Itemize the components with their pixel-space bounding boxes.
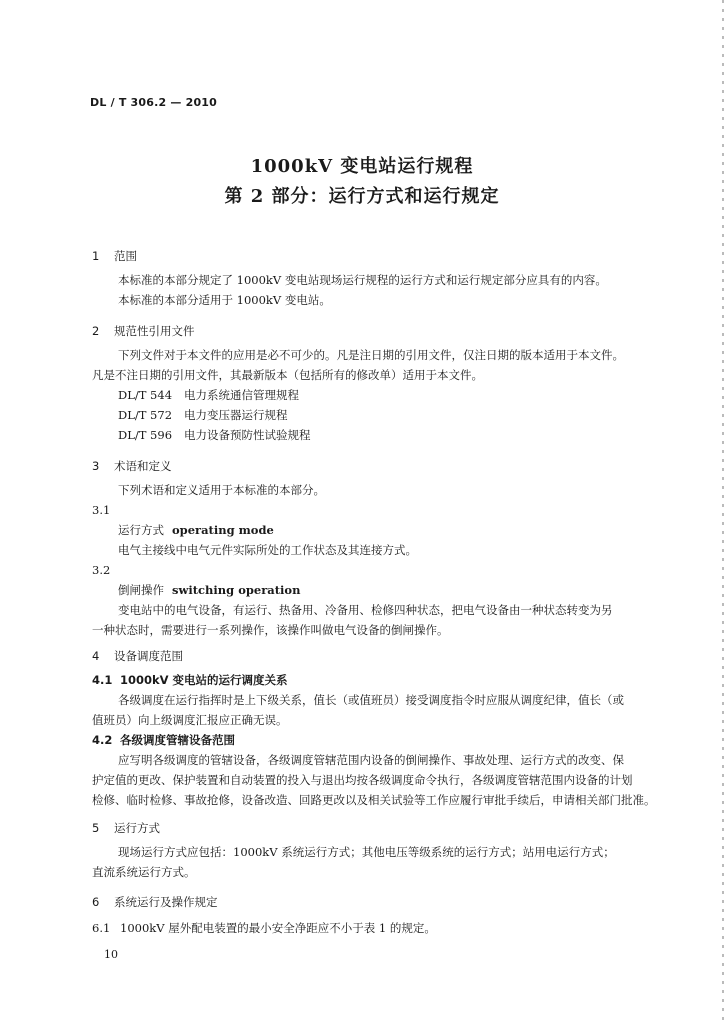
reference-code: DL/T 544 (118, 388, 173, 402)
section-title: 术语和定义 (114, 459, 172, 473)
reference-item (92, 425, 692, 445)
document-subtitle: 第 2 部分：运行方式和运行规定 (224, 186, 500, 207)
standard-code-header: DL / T 306.2 — 2010 (90, 96, 218, 109)
paragraph: 下列术语和定义适用于本标准的本部分。 (118, 483, 325, 497)
subsection-4-2-heading (92, 730, 692, 750)
reference-code: DL/T 596 (118, 428, 173, 442)
section-5-heading (92, 818, 692, 838)
section-5 (92, 818, 692, 882)
section-6 (92, 892, 692, 938)
term-english: operating mode (172, 523, 274, 537)
clause-text: 1000kV 屋外配电装置的最小安全净距应不小于表 1 的规定。 (120, 921, 436, 935)
paragraph-continued: 护定值的更改、保护装置和自动装置的投入与退出均按各级调度命令执行，各级调度管辖范围内设备的计划 (92, 773, 633, 787)
paragraph-continued: 凡是不注日期的引用文件，其最新版本（包括所有的修改单）适用于本文件。 (92, 368, 483, 382)
paragraph: 各级调度在运行指挥时是上下级关系，值长（或值班员）接受调度指令时应服从调度纪律，值长（或 (118, 693, 624, 707)
document-title: 1000kV 变电站运行规程 (250, 156, 474, 177)
paragraph: 本标准的本部分适用于 1000kV 变电站。 (118, 293, 331, 307)
term-definition: 电气主接线中电气元件实际所处的工作状态及其连接方式。 (118, 543, 417, 557)
section-title: 运行方式 (114, 821, 160, 835)
page-number: 10 (104, 948, 118, 961)
section-title: 规范性引用文件 (114, 324, 195, 338)
paragraph: 应写明各级调度的管辖设备，各级调度管辖范围内设备的倒闸操作、事故处理、运行方式的改变、保 (118, 753, 624, 767)
clause-number: 6.1 (92, 921, 111, 935)
reference-item (92, 405, 692, 425)
reference-title: 电力设备预防性试验规程 (184, 428, 311, 442)
section-3-heading (92, 456, 692, 476)
subsection-title: 各级调度管辖设备范围 (120, 733, 235, 747)
section-number: 2 (92, 324, 100, 338)
term-definition-continued: 一种状态时，需要进行一系列操作，该操作叫做电气设备的倒闸操作。 (92, 623, 449, 637)
term-entry (92, 580, 692, 600)
section-number: 1 (92, 249, 100, 263)
term-chinese: 倒闸操作 (118, 583, 164, 597)
term-english: switching operation (172, 583, 301, 597)
paragraph-continued: 直流系统运行方式。 (92, 865, 196, 879)
section-2-heading (92, 321, 692, 341)
term-chinese: 运行方式 (118, 523, 164, 537)
term-entry (92, 520, 692, 540)
section-number: 6 (92, 895, 100, 909)
subsection-4-1-heading (92, 670, 692, 690)
reference-item (92, 385, 692, 405)
section-title: 设备调度范围 (114, 649, 183, 663)
clause-6-1 (92, 918, 692, 938)
section-title: 系统运行及操作规定 (114, 895, 218, 909)
paragraph-continued: 值班员）向上级调度汇报应正确无误。 (92, 713, 288, 727)
section-4-heading (92, 646, 692, 666)
section-number: 3 (92, 459, 100, 473)
section-4 (92, 646, 692, 810)
paragraph: 现场运行方式应包括：1000kV 系统运行方式；其他电压等级系统的运行方式；站用电运行方式； (118, 845, 615, 859)
term-number: 3.2 (92, 563, 111, 577)
reference-title: 电力变压器运行规程 (184, 408, 288, 422)
section-3 (92, 456, 692, 640)
subsection-number: 4.1 (92, 673, 113, 687)
section-1 (92, 246, 692, 310)
reference-title: 电力系统通信管理规程 (184, 388, 299, 402)
subsection-title: 1000kV 变电站的运行调度关系 (120, 673, 288, 687)
term-number: 3.1 (92, 503, 111, 517)
section-6-heading (92, 892, 692, 912)
section-2 (92, 321, 692, 445)
subsection-number: 4.2 (92, 733, 113, 747)
reference-code: DL/T 572 (118, 408, 173, 422)
paragraph: 下列文件对于本文件的应用是必不可少的。凡是注日期的引用文件，仅注日期的版本适用于本文件。 (118, 348, 624, 362)
paragraph-continued: 检修、临时检修、事故抢修，设备改造、回路更改以及相关试验等工作应履行审批手续后，申请相关部门批准。 (92, 793, 656, 807)
section-number: 4 (92, 649, 100, 663)
section-1-heading (92, 246, 692, 266)
paragraph: 本标准的本部分规定了 1000kV 变电站现场运行规程的运行方式和运行规定部分应具有的内容。 (118, 273, 607, 287)
term-definition: 变电站中的电气设备，有运行、热备用、冷备用、检修四种状态，把电气设备由一种状态转变为另 (118, 603, 613, 617)
section-title: 范围 (114, 249, 137, 263)
section-number: 5 (92, 821, 100, 835)
